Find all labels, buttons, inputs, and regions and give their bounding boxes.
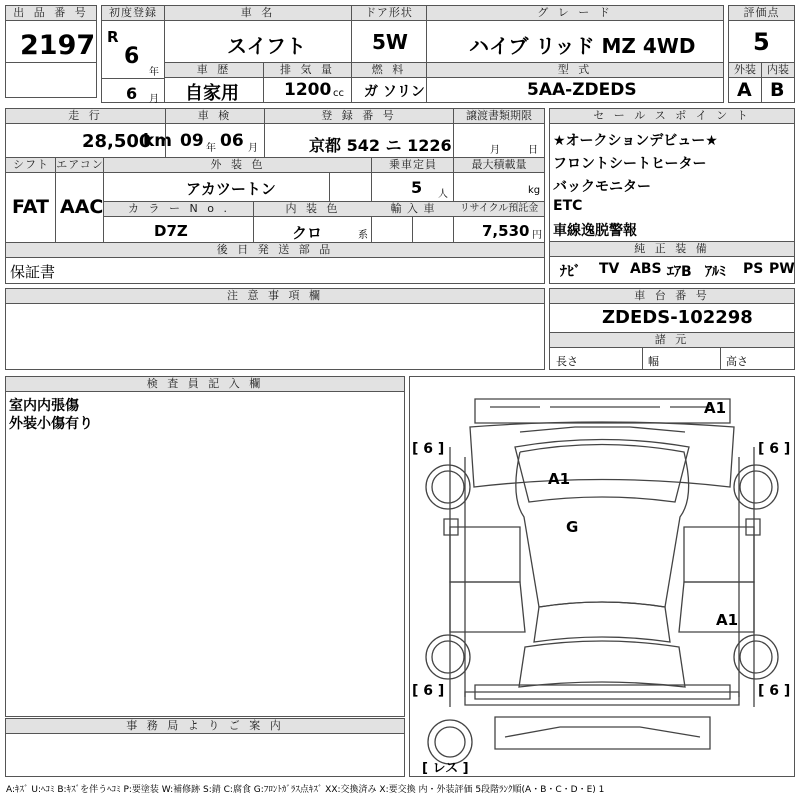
transfer-day: 日 bbox=[528, 145, 538, 156]
sales-points-label: セ ー ル ス ポ イ ン ト bbox=[550, 109, 794, 124]
recycle-label: リサイクル預託金 bbox=[454, 202, 544, 217]
insp-month-unit: 月 bbox=[248, 143, 258, 154]
dims-label: 諸 元 bbox=[550, 333, 794, 348]
lot-number: 2197 bbox=[20, 30, 96, 61]
equipment-item: ｴｱB bbox=[667, 264, 692, 280]
door-value: 5W bbox=[372, 30, 408, 54]
first-reg-box bbox=[101, 5, 165, 103]
displacement-label: 排 気 量 bbox=[264, 63, 351, 78]
model-value: 5AA-ZDEDS bbox=[527, 80, 637, 100]
reg-year: 6 bbox=[124, 44, 140, 69]
displacement-value: 1200 bbox=[284, 80, 332, 100]
car-name-box bbox=[164, 5, 352, 63]
fuel-label: 燃 料 bbox=[352, 63, 426, 78]
model-label: 型 式 bbox=[427, 63, 723, 78]
recycle-value: 7,530 bbox=[482, 222, 530, 240]
fuel-value: ガ ソリン bbox=[364, 84, 425, 100]
notes-label: 注 意 事 項 欄 bbox=[6, 289, 544, 304]
length-label: 長さ bbox=[556, 355, 578, 368]
plate-box bbox=[264, 108, 454, 158]
inspector-box bbox=[5, 376, 405, 717]
later-parts-box bbox=[5, 242, 545, 284]
car-name-label: 車 名 bbox=[165, 6, 351, 21]
sales-point-item: 車線逸脱警報 bbox=[553, 223, 637, 239]
history-label: 車 歴 bbox=[165, 63, 263, 78]
ac-value: AAC bbox=[60, 196, 104, 218]
lot-box bbox=[5, 5, 97, 98]
grade-value: ハイブ リッド MZ 4WD bbox=[469, 34, 696, 58]
color-no-value: D7Z bbox=[154, 222, 188, 240]
ext-box bbox=[728, 62, 762, 103]
transfer-box bbox=[453, 108, 545, 158]
inspector-line: 外装小傷有り bbox=[9, 416, 93, 432]
capacity-value: 5 bbox=[411, 178, 423, 197]
mileage-label: 走 行 bbox=[6, 109, 165, 124]
office-box bbox=[5, 718, 405, 777]
score-box bbox=[728, 5, 795, 63]
kg-unit: kg bbox=[528, 185, 541, 196]
tire-depth: [ 6 ] bbox=[758, 441, 791, 457]
sales-point-item: バックモニター bbox=[553, 179, 651, 195]
equipment-item: ﾅﾋﾞ bbox=[560, 264, 581, 280]
person-unit: 人 bbox=[438, 189, 448, 200]
car-diagram bbox=[409, 376, 795, 777]
history-value: 自家用 bbox=[185, 83, 239, 104]
notes-box bbox=[5, 288, 545, 370]
int-label: 内装 bbox=[762, 63, 794, 78]
height-label: 高さ bbox=[726, 355, 748, 368]
yen-unit: 円 bbox=[532, 230, 542, 241]
import-label: 輸 入 車 bbox=[372, 202, 454, 217]
displacement-box bbox=[263, 62, 352, 103]
month-unit: 月 bbox=[149, 94, 159, 105]
damage-mark: A1 bbox=[716, 611, 739, 629]
inspection-label: 車 検 bbox=[166, 109, 264, 124]
capacity-label: 乗車定員 bbox=[372, 158, 454, 173]
damage-mark: G bbox=[566, 518, 579, 536]
car-outline bbox=[410, 377, 794, 776]
transfer-month: 月 bbox=[490, 145, 500, 156]
tire-depth: [ 6 ] bbox=[412, 441, 445, 457]
score-value: 5 bbox=[753, 28, 770, 56]
color-label: 外 装 色 bbox=[104, 158, 372, 173]
int-color-value: クロ bbox=[292, 224, 323, 242]
car-name: スイフト bbox=[227, 34, 306, 58]
equipment-item: PW bbox=[769, 261, 795, 277]
int-color-label: 内 装 色 bbox=[254, 202, 372, 217]
int-box bbox=[761, 62, 795, 103]
later-parts-label: 後 日 発 送 部 品 bbox=[6, 243, 544, 258]
inspection-box bbox=[165, 108, 265, 158]
fuel-box bbox=[351, 62, 427, 103]
damage-mark: A1 bbox=[548, 470, 571, 488]
mileage-value: 28,500 bbox=[82, 131, 152, 152]
color-no-label: カ ラ ー N o . bbox=[104, 202, 254, 217]
model-box bbox=[426, 62, 724, 103]
ext-value: A bbox=[737, 79, 752, 101]
office-label: 事 務 局 よ り ご 案 内 bbox=[6, 719, 404, 734]
spec-block bbox=[5, 157, 545, 243]
max-load-label: 最大積載量 bbox=[454, 158, 544, 173]
width-label: 幅 bbox=[648, 355, 659, 368]
cc-unit: cc bbox=[333, 88, 344, 99]
shift-label: シフト bbox=[6, 158, 56, 173]
plate-label: 登 録 番 号 bbox=[265, 109, 453, 124]
shift-value: FAT bbox=[12, 196, 49, 218]
first-reg-label: 初度登録 bbox=[102, 6, 164, 21]
equipment-item: TV bbox=[599, 261, 620, 277]
km-unit: km bbox=[143, 131, 173, 151]
sales-point-item: ETC bbox=[553, 198, 583, 214]
equipment-item: ABS bbox=[630, 261, 662, 277]
sales-point-item: ★オークションデビュー★ bbox=[553, 133, 718, 149]
footer-legend: A:ｷｽﾞ U:ﾍｺﾐ B:ｷｽﾞを伴うﾍｺﾐ P:要塗装 W:補修跡 S:錆 C:腐食 G:ﾌﾛﾝﾄｶﾞﾗｽ点ｷｽﾞ XX:交換済み X:要交換 内・外装評価 5段階ﾗﾝｸ順(A・B・C・D・E) 1 bbox=[6, 785, 605, 795]
chassis-value: ZDEDS-102298 bbox=[602, 307, 753, 328]
sales-point-item: フロントシートヒーター bbox=[553, 156, 707, 172]
year-unit: 年 bbox=[149, 67, 159, 78]
tire-depth: [ 6 ] bbox=[758, 683, 791, 699]
lot-label: 出 品 番 号 bbox=[6, 6, 96, 21]
equipment-box bbox=[549, 241, 795, 284]
kei-unit: 系 bbox=[358, 230, 368, 241]
transfer-label: 譲渡書類期限 bbox=[454, 109, 544, 124]
damage-mark: A1 bbox=[704, 399, 727, 417]
history-box bbox=[164, 62, 264, 103]
ext-label: 外装 bbox=[729, 63, 761, 78]
tire-depth: [ 6 ] bbox=[412, 683, 445, 699]
score-label: 評価点 bbox=[729, 6, 794, 21]
color-value: アカツートン bbox=[186, 180, 276, 198]
plate-value: 京都 542 ニ 1226 bbox=[309, 136, 452, 155]
door-label: ドア形状 bbox=[352, 6, 426, 21]
equipment-label: 純 正 装 備 bbox=[550, 242, 794, 257]
sales-points-box bbox=[549, 108, 795, 242]
later-parts-value: 保証書 bbox=[10, 263, 56, 281]
insp-year-unit: 年 bbox=[206, 143, 216, 154]
grade-label: グ レ ー ド bbox=[427, 6, 723, 21]
chassis-box bbox=[549, 288, 795, 370]
ac-label: エアコン bbox=[56, 158, 104, 171]
era: R bbox=[107, 28, 119, 46]
equipment-item: ｱﾙﾐ bbox=[705, 264, 726, 280]
mileage-box bbox=[5, 108, 173, 158]
door-box bbox=[351, 5, 427, 63]
insp-year: 09 bbox=[180, 131, 204, 151]
equipment-item: PS bbox=[743, 261, 764, 277]
insp-month: 06 bbox=[220, 131, 244, 151]
inspector-label: 検 査 員 記 入 欄 bbox=[6, 377, 404, 392]
inspector-line: 室内内張傷 bbox=[9, 398, 79, 414]
chassis-label: 車 台 番 号 bbox=[550, 289, 794, 304]
int-value: B bbox=[770, 79, 785, 101]
reg-month: 6 bbox=[126, 84, 138, 103]
spare-tire-label: [ レス ] bbox=[422, 761, 469, 776]
grade-box bbox=[426, 5, 724, 63]
